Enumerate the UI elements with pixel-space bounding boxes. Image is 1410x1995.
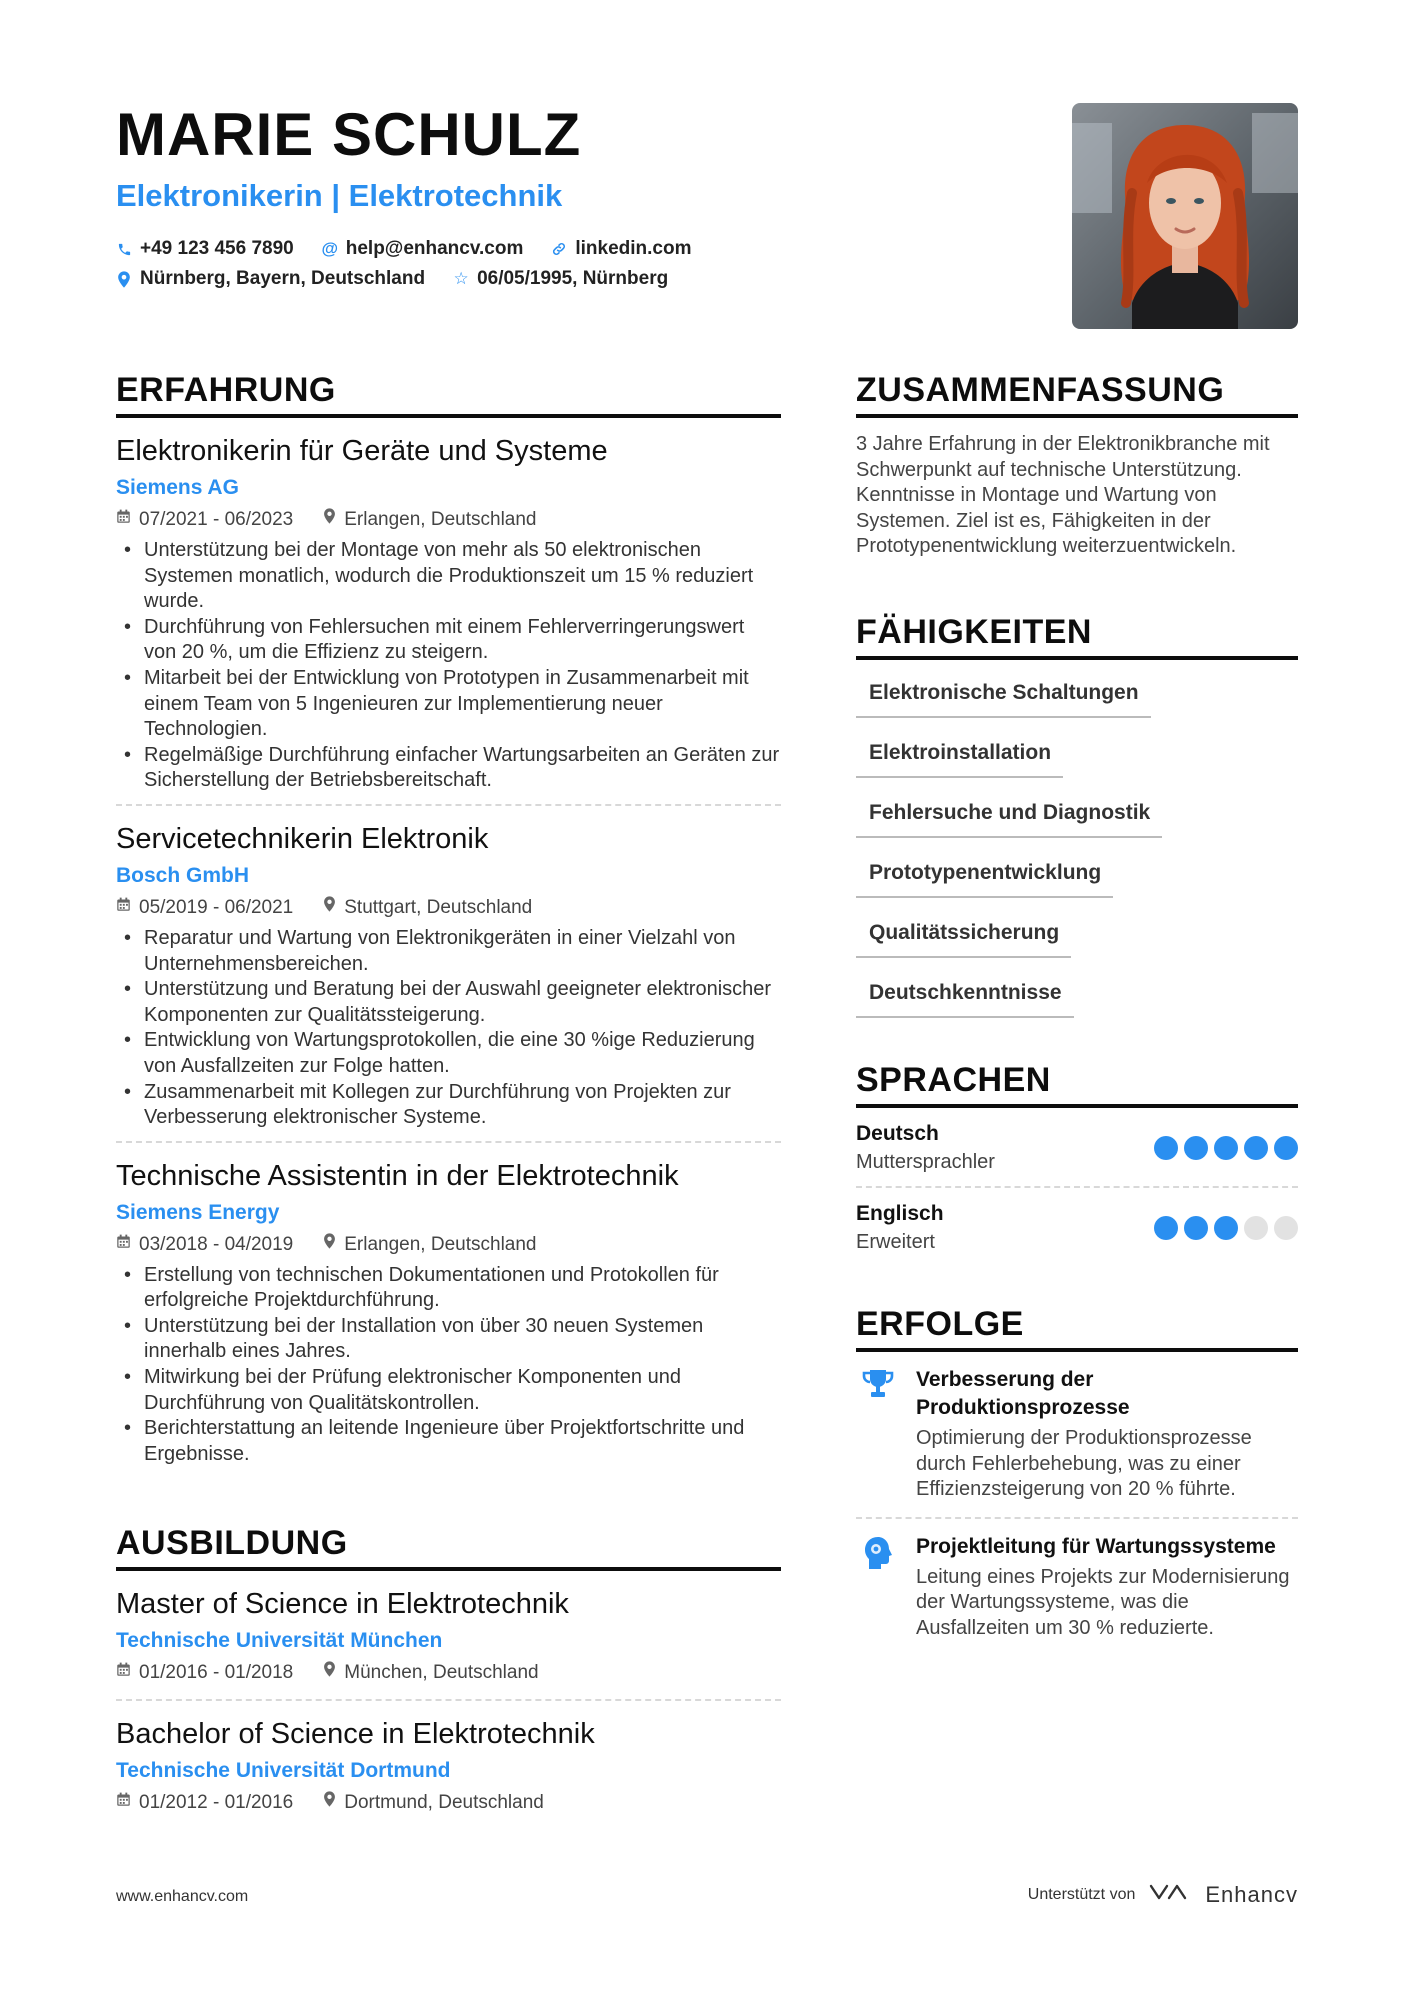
job-entry [116, 804, 781, 1141]
languages-heading: SPRACHEN [856, 1060, 1298, 1108]
education-dates [116, 1789, 293, 1817]
degree-title: Master of Science in Elektrotechnik [116, 1588, 569, 1621]
rating-dot-empty [1274, 1216, 1298, 1240]
job-title: Servicetechnikerin Elektronik [116, 822, 489, 855]
rating-dot-filled [1214, 1216, 1238, 1240]
contact-location-text: Nürnberg, Bayern, Deutschland [140, 268, 426, 289]
trophy-icon [856, 1366, 900, 1503]
achievement-desc: Optimierung der Produktionsprozesse durch Fehlerbehebung, was zu einer Effizienzsteigerung von 20 % führte. [916, 1426, 1252, 1501]
education-section [116, 1523, 781, 1829]
education-location [323, 1789, 544, 1817]
contact-row [116, 234, 1016, 264]
job-entry [116, 418, 781, 804]
education-meta [116, 1789, 781, 1817]
left-column [116, 370, 781, 1829]
education-location-text: Dortmund, Deutschland [344, 1792, 544, 1814]
location-icon [116, 271, 132, 288]
contact-email[interactable] [322, 234, 524, 264]
footer-website[interactable]: www.enhancv.com [116, 1888, 249, 1905]
rating-dot-filled [1154, 1136, 1178, 1160]
job-meta [116, 894, 781, 922]
calendar-icon [116, 1231, 131, 1259]
contact-birth-text: 06/05/1995, Nürnberg [477, 268, 669, 289]
job-bullet: • Berichterstattung an leitende Ingenieure über Projektfortschritte und Ergebnisse. [116, 1416, 781, 1467]
job-bullets [116, 926, 781, 1131]
job-title: Elektronikerin für Geräte und Systeme [116, 435, 608, 467]
summary-text: 3 Jahre Erfahrung in der Elektronikbranche mit Schwerpunkt auf technische Unterstützung. Kenntnisse in Montage und Wartung von Systemen. Ziel ist es, Fähigkeiten in der Prototypenentwicklung weiterzuentwickeln. [856, 433, 1270, 558]
job-location-text: Erlangen, Deutschland [344, 1233, 537, 1255]
languages-section [856, 1060, 1298, 1266]
job-company: Siemens AG [116, 476, 239, 499]
achievements-heading: ERFOLGE [856, 1304, 1298, 1352]
footer-branding [1028, 1880, 1298, 1909]
skills-section [856, 612, 1298, 1018]
job-bullet: • Unterstützung bei der Montage von mehr als 50 elektronischen Systemen monatlich, wodurch die Produktionszeit um 15 % reduziert wurde. [116, 538, 781, 615]
at-icon: @ [321, 239, 339, 258]
achievement-content [916, 1366, 1298, 1503]
education-dates [116, 1659, 293, 1687]
calendar-icon [116, 894, 131, 922]
summary-heading: ZUSAMMENFASSUNG [856, 370, 1298, 418]
calendar-icon [116, 1659, 131, 1687]
job-bullet: • Entwicklung von Wartungsprotokollen, die eine 30 %ige Reduzierung von Ausfallzeiten zur Folge hatten. [116, 1028, 781, 1079]
job-dates-text: 07/2021 - 06/2023 [139, 509, 294, 530]
job-dates [116, 894, 293, 922]
skill-tag: Prototypenentwicklung [856, 854, 1113, 898]
education-dates-text: 01/2012 - 01/2016 [139, 1792, 294, 1814]
right-column [856, 370, 1298, 1656]
achievement-content [916, 1533, 1298, 1642]
language-name: Englisch [856, 1201, 944, 1225]
calendar-icon [116, 506, 131, 534]
phone-icon [116, 242, 132, 257]
job-company: Siemens Energy [116, 1200, 280, 1224]
job-bullet: • Zusammenarbeit mit Kollegen zur Durchführung von Projekten zur Verbesserung elektronischer Systeme. [116, 1080, 781, 1131]
language-rating [1154, 1136, 1298, 1160]
experience-section [116, 370, 781, 1477]
contact-phone-text: +49 123 456 7890 [140, 238, 294, 259]
rating-dot-filled [1214, 1136, 1238, 1160]
education-location-text: München, Deutschland [344, 1662, 539, 1684]
language-name: Deutsch [856, 1121, 939, 1145]
candidate-name: MARIE SCHULZ [116, 101, 582, 168]
degree-title: Bachelor of Science in Elektrotechnik [116, 1718, 595, 1751]
rating-dot-filled [1184, 1216, 1208, 1240]
education-location [323, 1659, 538, 1687]
experience-heading: ERFAHRUNG [116, 370, 781, 418]
location-icon [323, 1789, 336, 1817]
contact-phone [116, 234, 294, 264]
location-icon [323, 506, 336, 534]
contact-birth [453, 264, 668, 294]
school-name: Technische Universität Dortmund [116, 1759, 451, 1783]
language-rating [1154, 1216, 1298, 1240]
job-bullets [116, 538, 781, 794]
language-info [856, 1120, 995, 1176]
job-bullet: • Unterstützung bei der Installation von über 30 neuen Systemen innerhalb eines Jahres. [116, 1314, 781, 1365]
job-bullet: • Mitwirkung bei der Prüfung elektronischer Komponenten und Durchführung von Qualitätskontrollen. [116, 1365, 781, 1416]
location-icon [323, 1231, 336, 1259]
location-icon [323, 1659, 336, 1687]
job-meta [116, 1231, 781, 1259]
skills-heading: FÄHIGKEITEN [856, 612, 1298, 660]
education-heading: AUSBILDUNG [116, 1523, 781, 1571]
achievement-title: Projektleitung für Wartungssysteme [916, 1534, 1276, 1558]
education-meta [116, 1659, 781, 1687]
achievements-section [856, 1304, 1298, 1656]
job-dates-text: 05/2019 - 06/2021 [139, 896, 294, 918]
contact-location [116, 264, 425, 294]
skills-list [856, 674, 1298, 1018]
job-location [323, 894, 532, 922]
job-bullet: • Erstellung von technischen Dokumentationen und Protokollen für erfolgreiche Projektdurchführung. [116, 1263, 781, 1314]
job-bullet: • Regelmäßige Durchführung einfacher Wartungsarbeiten an Geräten zur Sicherstellung der Betriebsbereitschaft. [116, 743, 781, 794]
skill-tag: Elektroinstallation [856, 734, 1063, 778]
rating-dot-filled [1184, 1136, 1208, 1160]
location-icon [323, 894, 336, 922]
language-entry [856, 1186, 1298, 1266]
skill-tag: Qualitätssicherung [856, 914, 1071, 958]
achievement-desc: Leitung eines Projekts zur Modernisierung der Wartungssysteme, was die Ausfallzeiten um 30 % reduzierte. [916, 1565, 1290, 1639]
skill-tag: Fehlersuche und Diagnostik [856, 794, 1162, 838]
job-bullets [116, 1263, 781, 1468]
contact-email-text[interactable]: help@enhancv.com [345, 238, 524, 259]
skill-tag: Elektronische Schaltungen [856, 674, 1151, 718]
job-bullet: • Durchführung von Fehlersuchen mit einem Fehlerverringerungswert von 20 %, um die Effizienz zu steigern. [116, 615, 781, 666]
job-location-text: Stuttgart, Deutschland [344, 896, 533, 918]
contact-linkedin-text[interactable]: linkedin.com [575, 238, 692, 259]
education-dates-text: 01/2016 - 01/2018 [139, 1662, 294, 1684]
language-level: Erweitert [856, 1230, 935, 1253]
achievement-title: Verbesserung der Produktionsprozesse [916, 1367, 1130, 1419]
language-level: Muttersprachler [856, 1150, 995, 1173]
profile-photo [1072, 103, 1298, 329]
rating-dot-empty [1244, 1216, 1268, 1240]
education-entry [116, 1699, 781, 1829]
job-dates [116, 1231, 293, 1259]
rating-dot-filled [1154, 1216, 1178, 1240]
achievement-entry [856, 1517, 1298, 1656]
job-location [323, 1231, 536, 1259]
job-location-text: Erlangen, Deutschland [344, 509, 537, 530]
job-bullet: • Unterstützung und Beratung bei der Auswahl geeigneter elektronischer Komponenten zur Qualitätssteigerung. [116, 977, 781, 1028]
job-entry [116, 1141, 781, 1478]
brand-name: Enhancv [1205, 1881, 1298, 1907]
contact-row [116, 264, 1016, 294]
candidate-headline: Elektronikerin | Elektrotechnik [116, 178, 563, 213]
job-dates-text: 03/2018 - 04/2019 [139, 1233, 294, 1255]
calendar-icon [116, 1789, 131, 1817]
skill-tag: Deutschkenntnisse [856, 974, 1074, 1018]
job-meta [116, 506, 781, 534]
link-icon [551, 241, 567, 257]
summary-section [856, 370, 1298, 560]
language-info [856, 1200, 944, 1256]
job-dates [116, 506, 293, 534]
rating-dot-filled [1274, 1136, 1298, 1160]
powered-by-text: Unterstützt von [1027, 1885, 1136, 1903]
job-company: Bosch GmbH [116, 863, 250, 887]
head-brain-icon [856, 1533, 900, 1642]
enhancv-logo-icon [1147, 1880, 1193, 1909]
job-title: Technische Assistentin in der Elektrotechnik [116, 1159, 679, 1192]
language-entry [856, 1108, 1298, 1186]
resume-header [116, 100, 1016, 294]
school-name: Technische Universität München [116, 1629, 443, 1653]
job-location [323, 506, 536, 534]
star-icon: ☆ [453, 269, 469, 288]
achievement-entry [856, 1352, 1298, 1517]
contact-linkedin[interactable] [551, 234, 691, 264]
rating-dot-filled [1244, 1136, 1268, 1160]
job-bullet: • Reparatur und Wartung von Elektronikgeräten in einer Vielzahl von Unternehmensbereichen. [116, 926, 781, 977]
education-entry [116, 1571, 781, 1699]
job-bullet: • Mitarbeit bei der Entwicklung von Prototypen in Zusammenarbeit mit einem Team von 5 Ingenieuren zur Implementierung neuer Technologien. [116, 666, 781, 743]
contact-info [116, 234, 1016, 294]
